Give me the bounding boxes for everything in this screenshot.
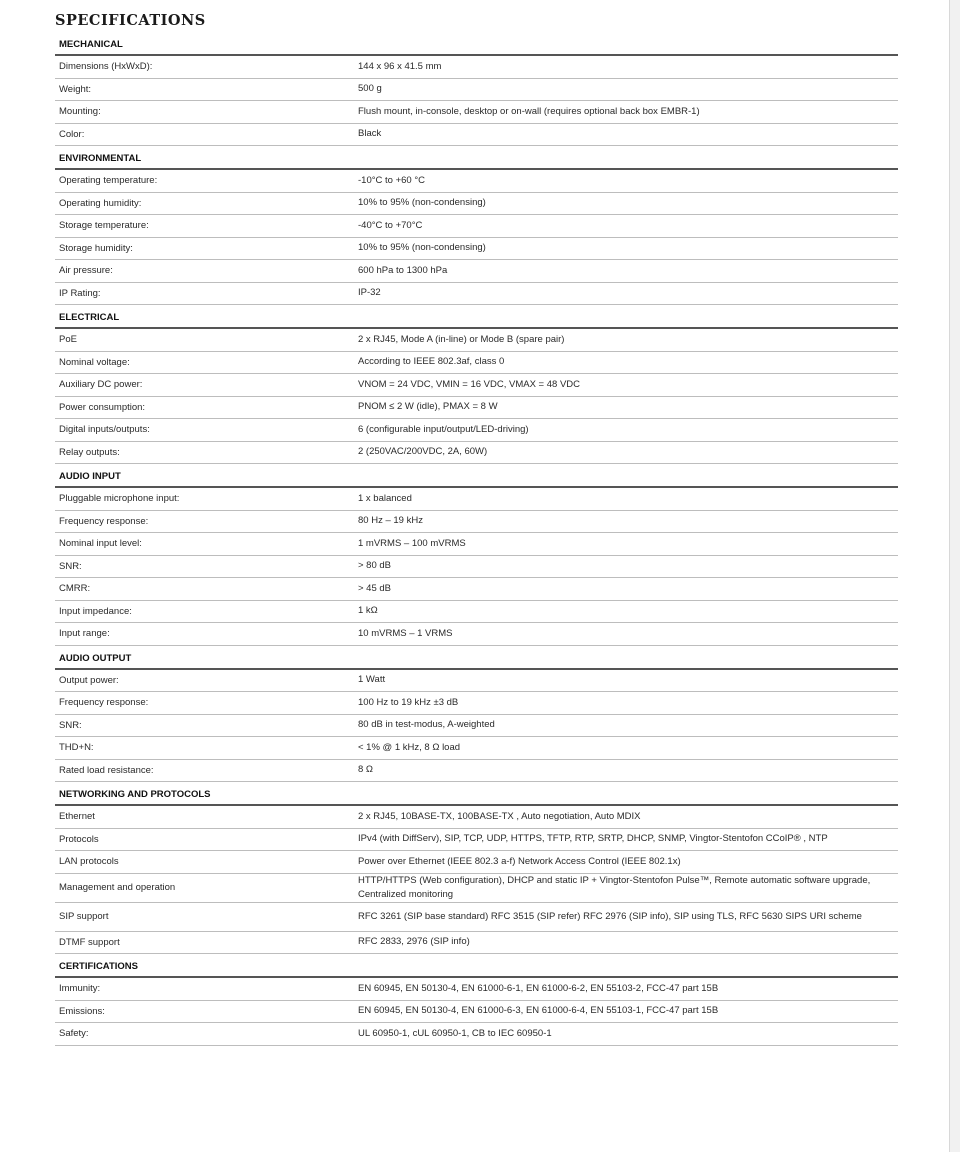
spec-row: [55, 170, 898, 193]
spec-row: [55, 238, 898, 261]
section-heading: AUDIO INPUT: [55, 464, 898, 488]
spec-label: Rated load resistance:: [59, 764, 154, 776]
spec-value: RFC 3261 (SIP base standard) RFC 3515 (SIP refer) RFC 2976 (SIP info), SIP using TLS, RFC 5630 SIPS URI scheme: [358, 910, 862, 922]
spec-value: 80 dB in test-modus, A-weighted: [358, 719, 495, 731]
spec-value: < 1% @ 1 kHz, 8 Ω load: [358, 741, 461, 753]
spec-value: 1 x balanced: [358, 492, 412, 504]
spec-value: -40°C to +70°C: [358, 219, 423, 231]
spec-row: [55, 851, 898, 874]
spec-row: [55, 260, 898, 283]
spec-value: 100 Hz to 19 kHz ±3 dB: [358, 696, 459, 708]
spec-row: [55, 578, 898, 601]
spec-label: Pluggable microphone input:: [59, 493, 180, 505]
spec-value: RFC 2833, 2976 (SIP info): [358, 936, 470, 948]
spec-row: [55, 623, 898, 646]
spec-label: Protocols: [59, 833, 99, 845]
spec-row: [55, 760, 898, 783]
spec-label: Nominal voltage:: [59, 356, 130, 368]
spec-row: [55, 329, 898, 352]
spec-row: [55, 1023, 898, 1046]
spec-label: Immunity:: [59, 983, 101, 995]
spec-row: [55, 932, 898, 955]
section-heading: MECHANICAL: [55, 32, 898, 56]
spec-label: SIP support: [59, 911, 109, 922]
spec-value: Power over Ethernet (IEEE 802.3 a-f) Network Access Control (IEEE 802.1x): [358, 855, 681, 867]
spec-row: [55, 511, 898, 534]
spec-row: [55, 601, 898, 624]
spec-value: 144 x 96 x 41.5 mm: [358, 60, 442, 72]
spec-label: Relay outputs:: [59, 446, 120, 458]
spec-label: IP Rating:: [59, 287, 101, 299]
spec-row: [55, 670, 898, 693]
spec-row: [55, 215, 898, 238]
spec-label: CMRR:: [59, 583, 91, 595]
spec-value: According to IEEE 802.3af, class 0: [358, 356, 505, 368]
spec-label: Storage humidity:: [59, 242, 133, 254]
spec-section: [55, 32, 898, 146]
spec-label: Color:: [59, 128, 85, 140]
section-heading: ELECTRICAL: [55, 305, 898, 329]
spec-label: Weight:: [59, 83, 92, 95]
spec-value: 1 Watt: [358, 674, 386, 686]
spec-value: 1 mVRMS – 100 mVRMS: [358, 537, 466, 549]
spec-value: HTTP/HTTPS (Web configuration), DHCP and static IP + Vingtor-Stentofon Pulse™, Remote automatic software upgrade, Centralized monitoring: [358, 874, 871, 900]
spec-section: [55, 305, 898, 464]
spec-label: SNR:: [59, 719, 82, 731]
section-heading: CERTIFICATIONS: [55, 954, 898, 978]
spec-value: EN 60945, EN 50130-4, EN 61000-6-3, EN 61000-6-4, EN 55103-1, FCC-47 part 15B: [358, 1005, 719, 1017]
section-heading: NETWORKING AND PROTOCOLS: [55, 782, 898, 806]
spec-value: 2 (250VAC/200VDC, 2A, 60W): [358, 446, 488, 458]
spec-row: [55, 101, 898, 124]
spec-label: Dimensions (HxWxD):: [59, 61, 153, 73]
spec-section: [55, 782, 898, 954]
spec-value: 600 hPa to 1300 hPa: [358, 264, 448, 276]
spec-row: [55, 903, 898, 932]
spec-label: Operating humidity:: [59, 197, 142, 209]
spec-label: SNR:: [59, 560, 82, 572]
spec-value: Black: [358, 128, 382, 140]
spec-value: Flush mount, in-console, desktop or on-wall (requires optional back box EMBR-1): [358, 105, 700, 117]
spec-value: IPv4 (with DiffServ), SIP, TCP, UDP, HTTPS, TFTP, RTP, SRTP, DHCP, SNMP, Vingtor-Stentofon CCoIP® , NTP: [358, 833, 828, 845]
spec-label: Ethernet: [59, 811, 95, 823]
spec-row: [55, 352, 898, 375]
spec-row: [55, 442, 898, 465]
spec-row: [55, 978, 898, 1001]
spec-row: [55, 193, 898, 216]
spec-value: > 80 dB: [358, 560, 392, 572]
spec-section: [55, 954, 898, 1046]
spec-row: [55, 283, 898, 306]
spec-value: VNOM = 24 VDC, VMIN = 16 VDC, VMAX = 48 VDC: [358, 378, 581, 390]
spec-row: [55, 806, 898, 829]
spec-label: DTMF support: [59, 936, 120, 948]
spec-label: PoE: [59, 334, 77, 346]
spec-label: LAN protocols: [59, 856, 119, 868]
spec-value: 2 x RJ45, Mode A (in-line) or Mode B (spare pair): [358, 333, 565, 345]
spec-value: 2 x RJ45, 10BASE-TX, 100BASE-TX , Auto negotiation, Auto MDIX: [358, 810, 641, 822]
spec-value: PNOM ≤ 2 W (idle), PMAX = 8 W: [358, 401, 498, 413]
page-title: SPECIFICATIONS: [55, 12, 206, 29]
spec-label: Nominal input level:: [59, 538, 142, 550]
section-heading: ENVIRONMENTAL: [55, 146, 898, 170]
spec-label: Storage temperature:: [59, 220, 149, 232]
spec-row: [55, 419, 898, 442]
spec-label: Mounting:: [59, 106, 101, 118]
spec-value: 10% to 95% (non-condensing): [358, 242, 486, 254]
spec-row: [55, 715, 898, 738]
spec-value: -10°C to +60 °C: [358, 174, 426, 186]
spec-row: [55, 556, 898, 579]
spec-value: EN 60945, EN 50130-4, EN 61000-6-1, EN 61000-6-2, EN 55103-2, FCC-47 part 15B: [358, 982, 719, 994]
spec-label: Operating temperature:: [59, 175, 158, 187]
vertical-scrollbar[interactable]: [949, 0, 960, 1152]
spec-section: [55, 464, 898, 646]
spec-label: Auxiliary DC power:: [59, 379, 143, 391]
spec-label: Input impedance:: [59, 605, 132, 617]
spec-row: [55, 79, 898, 102]
spec-row: [55, 533, 898, 556]
spec-section: [55, 646, 898, 783]
spec-value: 1 kΩ: [358, 605, 378, 617]
section-heading: AUDIO OUTPUT: [55, 646, 898, 670]
spec-value: UL 60950-1, cUL 60950-1, CB to IEC 60950-1: [358, 1027, 552, 1039]
spec-value: 80 Hz – 19 kHz: [358, 515, 423, 527]
spec-row: [55, 692, 898, 715]
spec-row: [55, 374, 898, 397]
spec-label: Digital inputs/outputs:: [59, 424, 150, 436]
spec-value: 6 (configurable input/output/LED-driving): [358, 423, 529, 435]
spec-value: IP-32: [358, 287, 381, 299]
spec-row: [55, 1001, 898, 1024]
spec-row: [55, 874, 898, 903]
spec-value: 8 Ω: [358, 764, 374, 776]
spec-row: [55, 56, 898, 79]
spec-section: [55, 146, 898, 305]
spec-label: Management and operation: [59, 882, 176, 893]
spec-row: [55, 397, 898, 420]
spec-page: [55, 10, 898, 1046]
spec-value: 10% to 95% (non-condensing): [358, 197, 486, 209]
spec-value: 500 g: [358, 83, 382, 95]
spec-row: [55, 488, 898, 511]
spec-row: [55, 124, 898, 147]
spec-label: Frequency response:: [59, 697, 149, 709]
spec-label: THD+N:: [59, 742, 94, 754]
spec-label: Input range:: [59, 628, 110, 640]
spec-label: Emissions:: [59, 1005, 105, 1017]
spec-label: Air pressure:: [59, 265, 113, 277]
spec-label: Safety:: [59, 1028, 89, 1040]
spec-label: Output power:: [59, 674, 119, 686]
spec-value: > 45 dB: [358, 582, 392, 594]
spec-table: [55, 32, 898, 1046]
spec-label: Power consumption:: [59, 401, 146, 413]
spec-value: 10 mVRMS – 1 VRMS: [358, 627, 453, 639]
spec-row: [55, 737, 898, 760]
spec-row: [55, 829, 898, 852]
spec-label: Frequency response:: [59, 515, 149, 527]
